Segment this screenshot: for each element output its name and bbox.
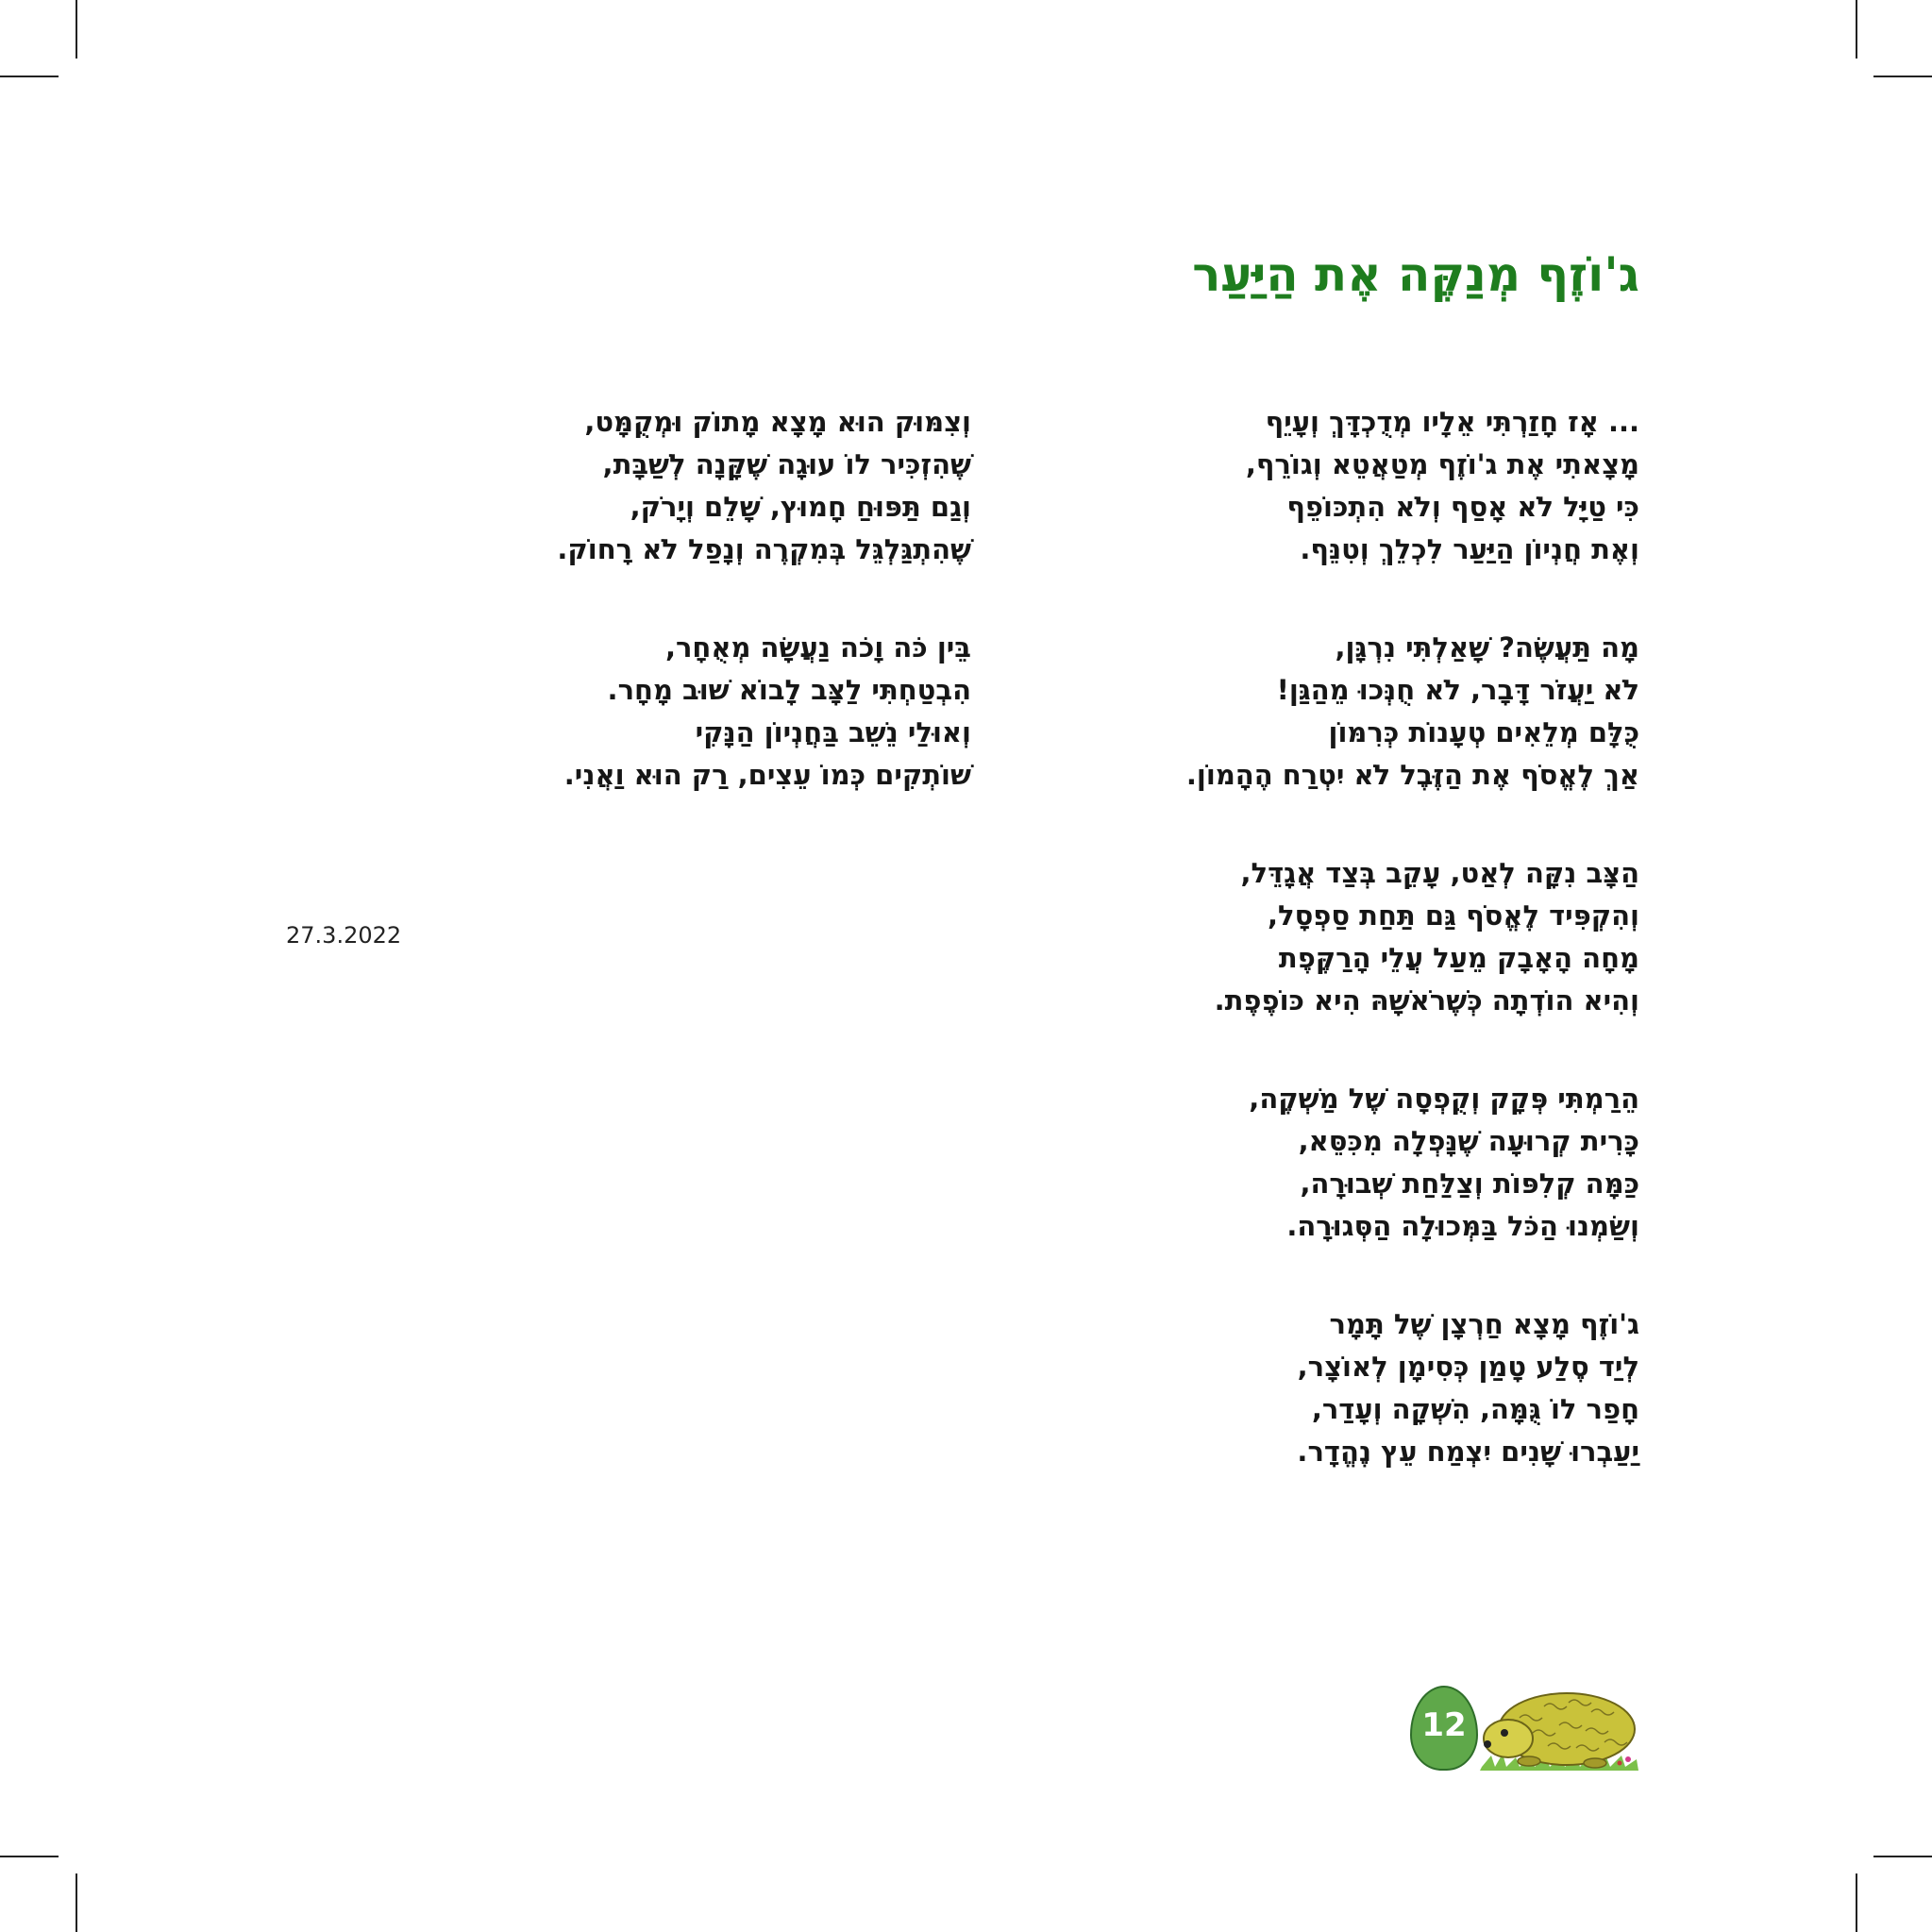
poem-line: חָפַר לוֹ גֻּמָּה, הִשְׁקָה וְעָדַר, <box>1311 1393 1639 1425</box>
stanza <box>1092 401 1639 571</box>
stanza <box>443 627 971 797</box>
page-number-badge <box>1397 1680 1642 1774</box>
poem-line: וְגַם תַּפּוּחַ חָמוּץ, שָׁלֵם וְיָרֹק, <box>630 491 971 523</box>
poem-line: וְשַׂמְנוּ הַכֹּל בַּמְּכוּלָה הַסְּגוּרָה. <box>1286 1210 1639 1242</box>
stanza <box>1092 627 1639 797</box>
poem-line: מָצָאתִי אֶת ג'וֹזֶף מְטַאֲטֵא וְגוֹרֵף, <box>1245 448 1639 480</box>
poem-line: ... אָז חָזַרְתִּי אֵלָיו מְדֻכְדָּךְ וְעָיֵף <box>1265 406 1639 438</box>
poem-line: הֵרַמְתִּי פְּקָק וְקֻפְסָה שֶׁל מַשְׁקֶה, <box>1249 1083 1639 1115</box>
stanza <box>443 401 971 571</box>
poem-column-right <box>1092 401 1639 1529</box>
poem-line: וְצִמּוּק הוּא מָצָא מָתוֹק וּמְקֻמָּט, <box>584 406 971 438</box>
poem-line: הַצָּב נִקָּה לְאַט, עָקֵב בְּצַד אֲגָדֵּל, <box>1240 857 1639 889</box>
poem-line: כֻּלָּם מְלֵאִים טְעָנוֹת כְּרִמּוֹן <box>1328 716 1639 748</box>
poem-line: שֶׁהִתְגַּלְגֵּל בְּמִקְרֶה וְנָפַל לֹא רָחוֹק. <box>557 533 971 565</box>
poem-date: 27.3.2022 <box>286 922 402 949</box>
poem-line: שׁוֹתְקִים כְּמוֹ עֵצִים, רַק הוּא וַאֲנִי. <box>563 759 971 791</box>
poem-line: לֹא יַעֲזֹר דָּבָר, לֹא חֻנְּכוּ מֵהַגַּן! <box>1276 674 1639 706</box>
poem-line: שֶׁהִזְכִּיר לוֹ עוּגָה שֶׁקָּנָה לְשַׁבָּת, <box>602 448 971 480</box>
poem-line: אַךְ לֶאֱסֹף אֶת הַזֶּבֶל לֹא יִטְרַח הֶהָמוֹן. <box>1185 759 1639 791</box>
poem-line: וְהִקְפִּיד לֶאֱסֹף גַּם תַּחַת סַפְסָל, <box>1268 899 1639 932</box>
crop-mark-bottom-left <box>76 1873 77 1932</box>
stanza <box>1092 1303 1639 1473</box>
poem-line: כַּמָּה קְלִפּוֹת וְצַלַּחַת שְׁבוּרָה, <box>1300 1168 1639 1200</box>
page-number: 12 <box>1421 1706 1467 1744</box>
crop-mark-right-top <box>1873 76 1932 77</box>
poem-line: וְאֶת חֲנְיוֹן הַיַּעַר לִכְלֵךְ וְטִנֵּף. <box>1300 533 1639 565</box>
poem-line: מָחָה הָאָבָק מֵעַל עֲלֵי הָרַקֶּפֶת <box>1278 942 1639 974</box>
crop-mark-top-left <box>76 0 77 59</box>
poem-title: ג'וֹזֶף מְנַקֶּה אֶת הַיַּעַר <box>1192 247 1639 302</box>
crop-mark-bottom-right <box>1856 1873 1857 1932</box>
poem-line: לְיַד סֶלַע טָמַן כְּסִימָן לְאוֹצָר, <box>1297 1351 1639 1383</box>
hedgehog-icon <box>1453 1680 1642 1774</box>
poem-line: כִּי טַיָּל לֹא אָסַף וְלֹא הִתְכּוֹפֵף <box>1286 491 1639 523</box>
crop-mark-left-bottom <box>0 1856 59 1857</box>
poem-line: כָּרִית קְרוּעָה שֶׁנָּפְלָה מִכִּסֵּא, <box>1298 1125 1639 1157</box>
crop-mark-left-top <box>0 76 59 77</box>
crop-mark-right-bottom <box>1873 1856 1932 1857</box>
poem-line: וְהִיא הוֹדְתָה כְּשֶׁרֹאשָׁהּ הִיא כּוֹפֶפֶת. <box>1214 984 1639 1016</box>
poem-column-left <box>443 401 971 852</box>
stanza <box>1092 1078 1639 1248</box>
poem-line: יַעַבְרוּ שָׁנִים יִצְמַח עֵץ נֶהֱדָר. <box>1297 1436 1639 1468</box>
stanza <box>1092 852 1639 1022</box>
poem-line: וְאוּלַי נֵשֵׁב בַּחֲנְיוֹן הַנָּקִי <box>695 716 971 748</box>
poem-line: הִבְטַחְתִּי לַצָּב לָבוֹא שׁוּב מָחָר. <box>607 674 971 706</box>
crop-mark-top-right <box>1856 0 1857 59</box>
poem-line: מָה תַּעֲשֶׂה? שָׁאַלְתִּי נִרְגָּן, <box>1335 631 1639 664</box>
poem-line: ג'וֹזֶף מָצָא חַרְצָן שֶׁל תָּמָר <box>1329 1308 1639 1340</box>
poem-line: בֵּין כֹּה וָכֹה נַעֲשָׂה מְאֻחָר, <box>664 631 971 664</box>
